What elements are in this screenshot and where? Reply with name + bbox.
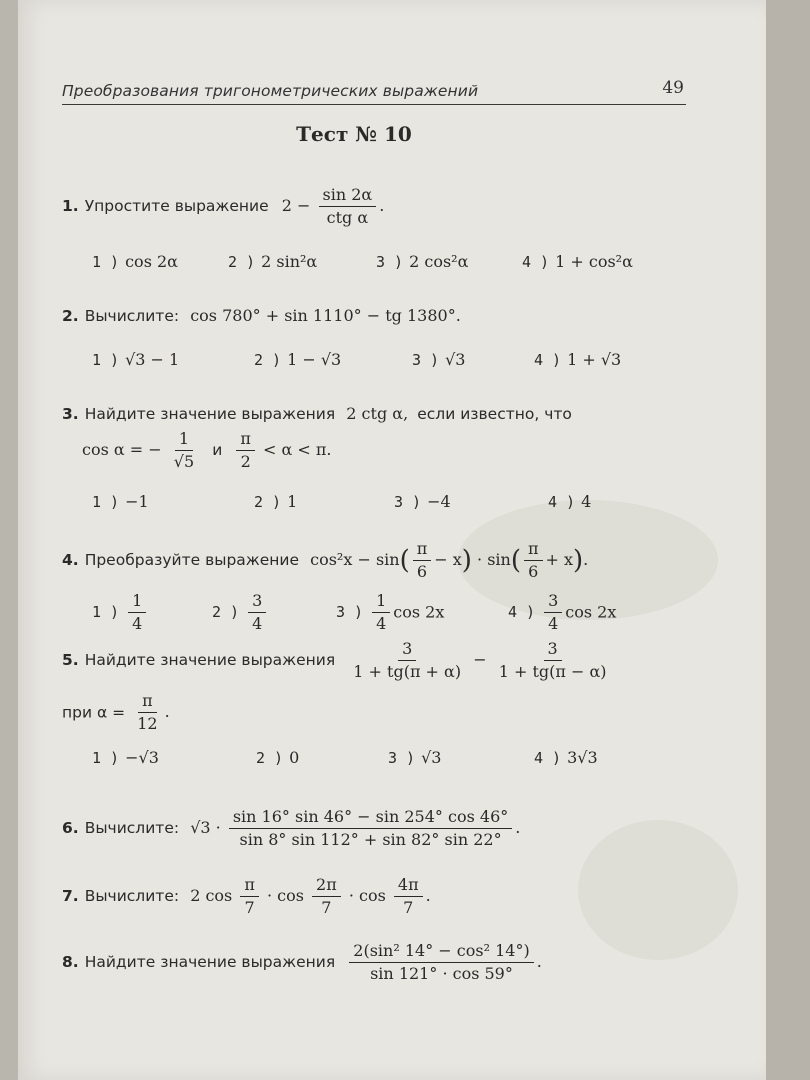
- task-3-condition: [82, 430, 332, 472]
- answer-value: √3: [445, 350, 466, 369]
- fraction: [349, 942, 533, 984]
- condition-expression: [82, 429, 332, 472]
- numerator: 3: [398, 640, 416, 661]
- task-5: [62, 640, 614, 682]
- answer-value: 1 − √3: [287, 350, 342, 369]
- numerator: sin 2α: [319, 186, 377, 207]
- expr-tail: .: [536, 952, 542, 972]
- page-header: [62, 78, 686, 105]
- fraction: [128, 592, 146, 634]
- task-number: 3.: [62, 405, 79, 423]
- task-number: 4.: [62, 551, 79, 570]
- answer-label: 3 ): [388, 749, 416, 767]
- answer-option: [254, 492, 297, 511]
- task-number: 1.: [62, 197, 79, 216]
- denominator: 4: [376, 614, 387, 634]
- answer-value: −1: [125, 492, 149, 511]
- table-surface-right: [762, 0, 810, 1080]
- answer-value: −√3: [125, 748, 159, 767]
- fraction: [240, 876, 259, 918]
- task-prompt: Вычислите:: [84, 819, 180, 838]
- answer-option: [394, 492, 451, 511]
- task-number: 8.: [62, 953, 79, 972]
- numerator: 3: [248, 592, 266, 613]
- task-prompt: Преобразуйте выражение: [84, 551, 300, 570]
- numerator: π: [240, 876, 259, 897]
- denominator: sin 8° sin 112° + sin 82° sin 22°: [239, 830, 502, 850]
- answer-option: [336, 592, 444, 634]
- answer-value: √3: [421, 748, 442, 767]
- expr-tail: .: [379, 196, 385, 216]
- fraction: [236, 430, 255, 472]
- task-8: [62, 942, 542, 984]
- fraction: [495, 640, 611, 682]
- answer-option: [548, 492, 591, 511]
- answer-option: [412, 350, 465, 369]
- task-prompt: Найдите значение выражения: [84, 405, 336, 423]
- answer-option: [92, 350, 179, 369]
- expr-lead: cos²x − sin: [310, 550, 400, 570]
- condition-lead: при α =: [62, 703, 126, 722]
- answer-label: 4 ): [534, 749, 562, 767]
- expr-tail: < α < π.: [263, 440, 332, 460]
- page-number: 49: [662, 78, 684, 98]
- fraction: [248, 592, 266, 634]
- answer-value: 1 + √3: [567, 350, 622, 369]
- fraction: [312, 876, 341, 918]
- denominator: 7: [244, 898, 255, 918]
- answer-label: 4 ): [522, 253, 550, 271]
- denominator: 6: [528, 562, 539, 582]
- expr-tail: .: [425, 886, 431, 906]
- paren-close: ): [461, 545, 472, 576]
- task-prompt: Упростите выражение: [84, 197, 269, 216]
- answer-label: 3 ): [376, 253, 404, 271]
- answer-option: [522, 252, 633, 271]
- denominator: 2: [240, 452, 251, 472]
- answer-label: 2 ): [254, 493, 282, 511]
- expr-part: − x: [434, 550, 462, 570]
- answer-label: 4 ): [548, 493, 576, 511]
- answer-option: [212, 592, 269, 634]
- numerator: 1: [128, 592, 146, 613]
- answer-option: [388, 748, 441, 767]
- answer-label: 2 ): [228, 253, 256, 271]
- answer-value: 1 + cos²α: [555, 252, 633, 271]
- numerator: 3: [544, 592, 562, 613]
- task-prompt: Вычислите:: [84, 887, 180, 906]
- answer-value: 4: [581, 492, 592, 511]
- denominator: √5: [173, 452, 195, 472]
- task-2: [62, 306, 461, 325]
- fraction: [319, 186, 377, 228]
- expr-lead: cos α = −: [82, 440, 162, 460]
- answer-label: 3 ): [336, 603, 364, 622]
- operator: · cos: [266, 886, 304, 906]
- numerator: 1: [175, 430, 193, 451]
- test-title: Тест № 10: [296, 122, 412, 146]
- fraction: [524, 540, 543, 582]
- numerator: 2π: [312, 876, 341, 897]
- answer-option: [92, 252, 178, 271]
- answer-label: 1 ): [92, 493, 120, 511]
- expr-lead: 2 cos: [190, 886, 233, 906]
- fraction: [413, 540, 432, 582]
- task-prompt: Вычислите:: [84, 307, 180, 325]
- numerator: 3: [544, 640, 562, 661]
- task-prompt: Найдите значение выражения: [84, 651, 336, 670]
- answer-option: [92, 592, 149, 634]
- numerator: 1: [372, 592, 390, 613]
- expr-tail: .: [164, 702, 170, 722]
- answer-value: 2 cos²α: [409, 252, 469, 271]
- task-number: 6.: [62, 819, 79, 838]
- fraction: [372, 592, 390, 634]
- answer-option: [92, 748, 159, 767]
- answer-value: cos 2α: [125, 252, 178, 271]
- task-expression: [310, 539, 589, 582]
- fraction: [544, 592, 562, 634]
- answer-value: 3√3: [567, 748, 598, 767]
- numerator: sin 16° sin 46° − sin 254° cos 46°: [229, 808, 512, 829]
- numerator: π: [138, 692, 157, 713]
- answer-value: 0: [289, 748, 300, 767]
- fraction: [133, 692, 161, 734]
- answer-label: 2 ): [256, 749, 284, 767]
- denominator: ctg α: [326, 208, 369, 228]
- answer-option: [534, 748, 598, 767]
- task-3: [62, 404, 572, 423]
- denominator: 4: [132, 614, 143, 634]
- task-1: [62, 186, 384, 228]
- answer-option: [256, 748, 299, 767]
- answer-option: [254, 350, 341, 369]
- answer-option: [228, 252, 317, 271]
- denominator: 4: [252, 614, 263, 634]
- answer-label: 2 ): [212, 603, 240, 622]
- paren-open: (: [510, 545, 521, 576]
- answer-label: 1 ): [92, 253, 120, 271]
- numerator: 4π: [394, 876, 423, 897]
- answer-option: [534, 350, 621, 369]
- denominator: 1 + tg(π + α): [353, 662, 462, 682]
- task-number: 2.: [62, 307, 79, 325]
- fraction: [394, 876, 423, 918]
- denominator: 7: [403, 898, 414, 918]
- expr-lead: 2 −: [281, 196, 311, 216]
- fraction: [229, 808, 512, 850]
- conjunction: и: [212, 441, 223, 460]
- denominator: 12: [137, 714, 158, 734]
- expr-tail: .: [583, 550, 589, 570]
- answer-option: [92, 492, 149, 511]
- condition-expression: [130, 691, 170, 734]
- fraction: [349, 640, 465, 682]
- answer-value: −4: [427, 492, 451, 511]
- task-prompt-tail: если известно, что: [417, 405, 572, 423]
- table-surface-left: [0, 0, 20, 1080]
- denominator: 6: [416, 562, 428, 582]
- answer-label: 1 ): [92, 351, 120, 369]
- task-7: [62, 876, 431, 918]
- answer-value: 2 sin²α: [261, 252, 318, 271]
- task-expression: cos 780° + sin 1110° − tg 1380°.: [190, 306, 461, 325]
- task-5-condition: [62, 692, 170, 734]
- answer-label: 2 ): [254, 351, 282, 369]
- expr-part: + x: [545, 550, 574, 570]
- answer-label: 1 ): [92, 603, 120, 622]
- fraction: [170, 430, 198, 472]
- answer-label: 3 ): [412, 351, 440, 369]
- numerator: π: [236, 430, 255, 451]
- task-6: [62, 808, 520, 850]
- task-prompt: Найдите значение выражения: [84, 953, 336, 972]
- numerator: 2(sin² 14° − cos² 14°): [349, 942, 533, 963]
- answer-option: [508, 592, 616, 634]
- task-number: 5.: [62, 651, 79, 670]
- answer-label: 4 ): [508, 603, 536, 622]
- running-title: Преобразования тригонометрических выражений: [62, 82, 479, 100]
- expr-lead: √3 ·: [190, 818, 221, 838]
- task-expression: 2 ctg α,: [346, 404, 409, 423]
- task-4: [62, 540, 588, 582]
- answer-label: 4 ): [534, 351, 562, 369]
- denominator: 1 + tg(π − α): [498, 662, 607, 682]
- task-number: 7.: [62, 887, 79, 906]
- paren-close: ): [573, 545, 584, 576]
- denominator: 4: [548, 614, 559, 634]
- expr-mid: · sin: [477, 550, 511, 570]
- numerator: π: [524, 540, 543, 561]
- answer-value: cos 2x: [393, 602, 445, 622]
- numerator: π: [413, 540, 432, 561]
- answer-value: cos 2x: [565, 602, 617, 622]
- answer-value: √3 − 1: [125, 350, 180, 369]
- answer-value: 1: [287, 492, 298, 511]
- answer-label: 3 ): [394, 493, 422, 511]
- paren-open: (: [399, 545, 410, 576]
- denominator: sin 121° · cos 59°: [370, 964, 513, 984]
- operator: · cos: [348, 886, 386, 906]
- denominator: 7: [321, 898, 332, 918]
- operator: −: [473, 650, 487, 670]
- answer-option: [376, 252, 468, 271]
- page-stain: [578, 820, 738, 960]
- expr-tail: .: [515, 818, 521, 838]
- answer-label: 1 ): [92, 749, 120, 767]
